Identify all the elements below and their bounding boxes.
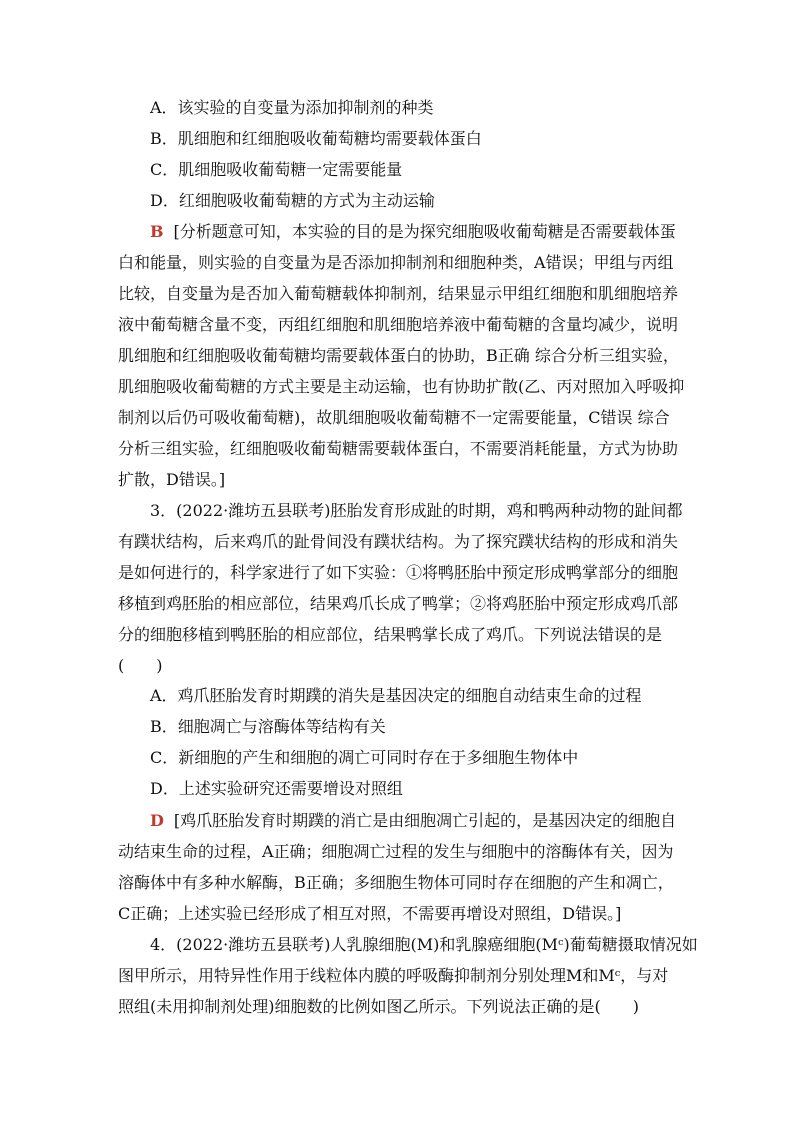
q3-explanation-line: C正确；上述实验已经形成了相互对照，不需要再增设对照组，D错误。] [118,904,622,923]
q3-option-d: D．上述实验研究还需要增设对照组 [150,779,403,798]
q3-option-c: C．新细胞的产生和细胞的凋亡可同时存在于多细胞生物体中 [150,748,579,767]
q3-answer-blank: ( ) [118,656,163,675]
q2-explanation-line: 肌细胞和红细胞吸收葡萄糖均需要载体蛋白的协助，B正确 综合分析三组实验， [118,346,679,365]
q2-explanation-line [150,222,676,242]
q2-explanation-text: [分析题意可知，本实验的目的是为探究细胞吸收葡萄糖是否需要载体蛋 [173,222,676,241]
q3-explanation-line: 溶酶体中有多种水解酶，B正确；多细胞生物体可同时存在细胞的产生和凋亡， [118,873,674,892]
q4-stem-line: 照组(未用抑制剂处理)细胞数的比例如图乙所示。下列说法正确的是( ) [118,997,639,1016]
q2-explanation-line: 白和能量，则实验的自变量为是否添加抑制剂和细胞种类，A错误；甲组与丙组 [118,253,674,272]
q2-option-d: D．红细胞吸收葡萄糖的方式为主动运输 [150,191,435,210]
q2-explanation-line: 肌细胞吸收葡萄糖的方式主要是主动运输，也有协助扩散(乙、丙对照加入呼吸抑 [118,377,685,396]
q2-answer-letter: B [150,222,164,241]
q3-stem-line: 有蹼状结构，后来鸡爪的趾骨间没有蹼状结构。为了探究蹼状结构的形成和消失 [118,532,679,551]
q2-explanation-line: 扩散，D错误。] [118,470,226,489]
q3-stem-line: 是如何进行的，科学家进行了如下实验：①将鸭胚胎中预定形成鸭掌部分的细胞 [118,563,679,582]
q3-answer-letter: D [150,811,164,830]
q2-option-a: A．该实验的自变量为添加抑制剂的种类 [150,98,434,117]
q3-explanation-line [150,811,676,831]
q3-stem-line: 移植到鸡胚胎的相应部位，结果鸡爪长成了鸭掌；②将鸡胚胎中预定形成鸡爪部 [118,594,679,613]
q2-explanation-line: 制剂以后仍可吸收葡萄糖)，故肌细胞吸收葡萄糖不一定需要能量，C错误 综合 [118,408,670,427]
q3-stem-line: 分的细胞移植到鸭胚胎的相应部位，结果鸭掌长成了鸡爪。下列说法错误的是 [118,625,663,644]
q2-option-b: B．肌细胞和红细胞吸收葡萄糖均需要载体蛋白 [150,129,482,148]
q3-stem-line: 3．(2022·潍坊五县联考)胚胎发育形成趾的时期，鸡和鸭两种动物的趾间都 [150,501,683,520]
q3-explanation-line: 动结束生命的过程，A正确；细胞凋亡过程的发生与细胞中的溶酶体有关，因为 [118,842,674,861]
q4-stem-line: 图甲所示，用特异性作用于线粒体内膜的呼吸酶抑制剂分别处理M和Mᶜ，与对 [118,966,669,985]
q3-explanation-text: [鸡爪胚胎发育时期蹼的消亡是由细胞凋亡引起的，是基因决定的细胞自 [173,811,677,830]
q2-explanation-line: 分析三组实验，红细胞吸收葡萄糖需要载体蛋白，不需要消耗能量，方式为协助 [118,439,679,458]
q4-stem-line: 4．(2022·潍坊五县联考)人乳腺细胞(M)和乳腺癌细胞(Mᶜ)葡萄糖摄取情况如 [150,935,698,954]
q3-option-a: A．鸡爪胚胎发育时期蹼的消失是基因决定的细胞自动结束生命的过程 [150,686,642,705]
q3-option-b: B．细胞凋亡与溶酶体等结构有关 [150,717,386,736]
q2-explanation-line: 比较，自变量为是否加入葡萄糖载体抑制剂，结果显示甲组红细胞和肌细胞培养 [118,284,679,303]
q2-explanation-line: 液中葡萄糖含量不变，丙组红细胞和肌细胞培养液中葡萄糖的含量均减少，说明 [118,315,679,334]
q2-option-c: C．肌细胞吸收葡萄糖一定需要能量 [150,160,403,179]
